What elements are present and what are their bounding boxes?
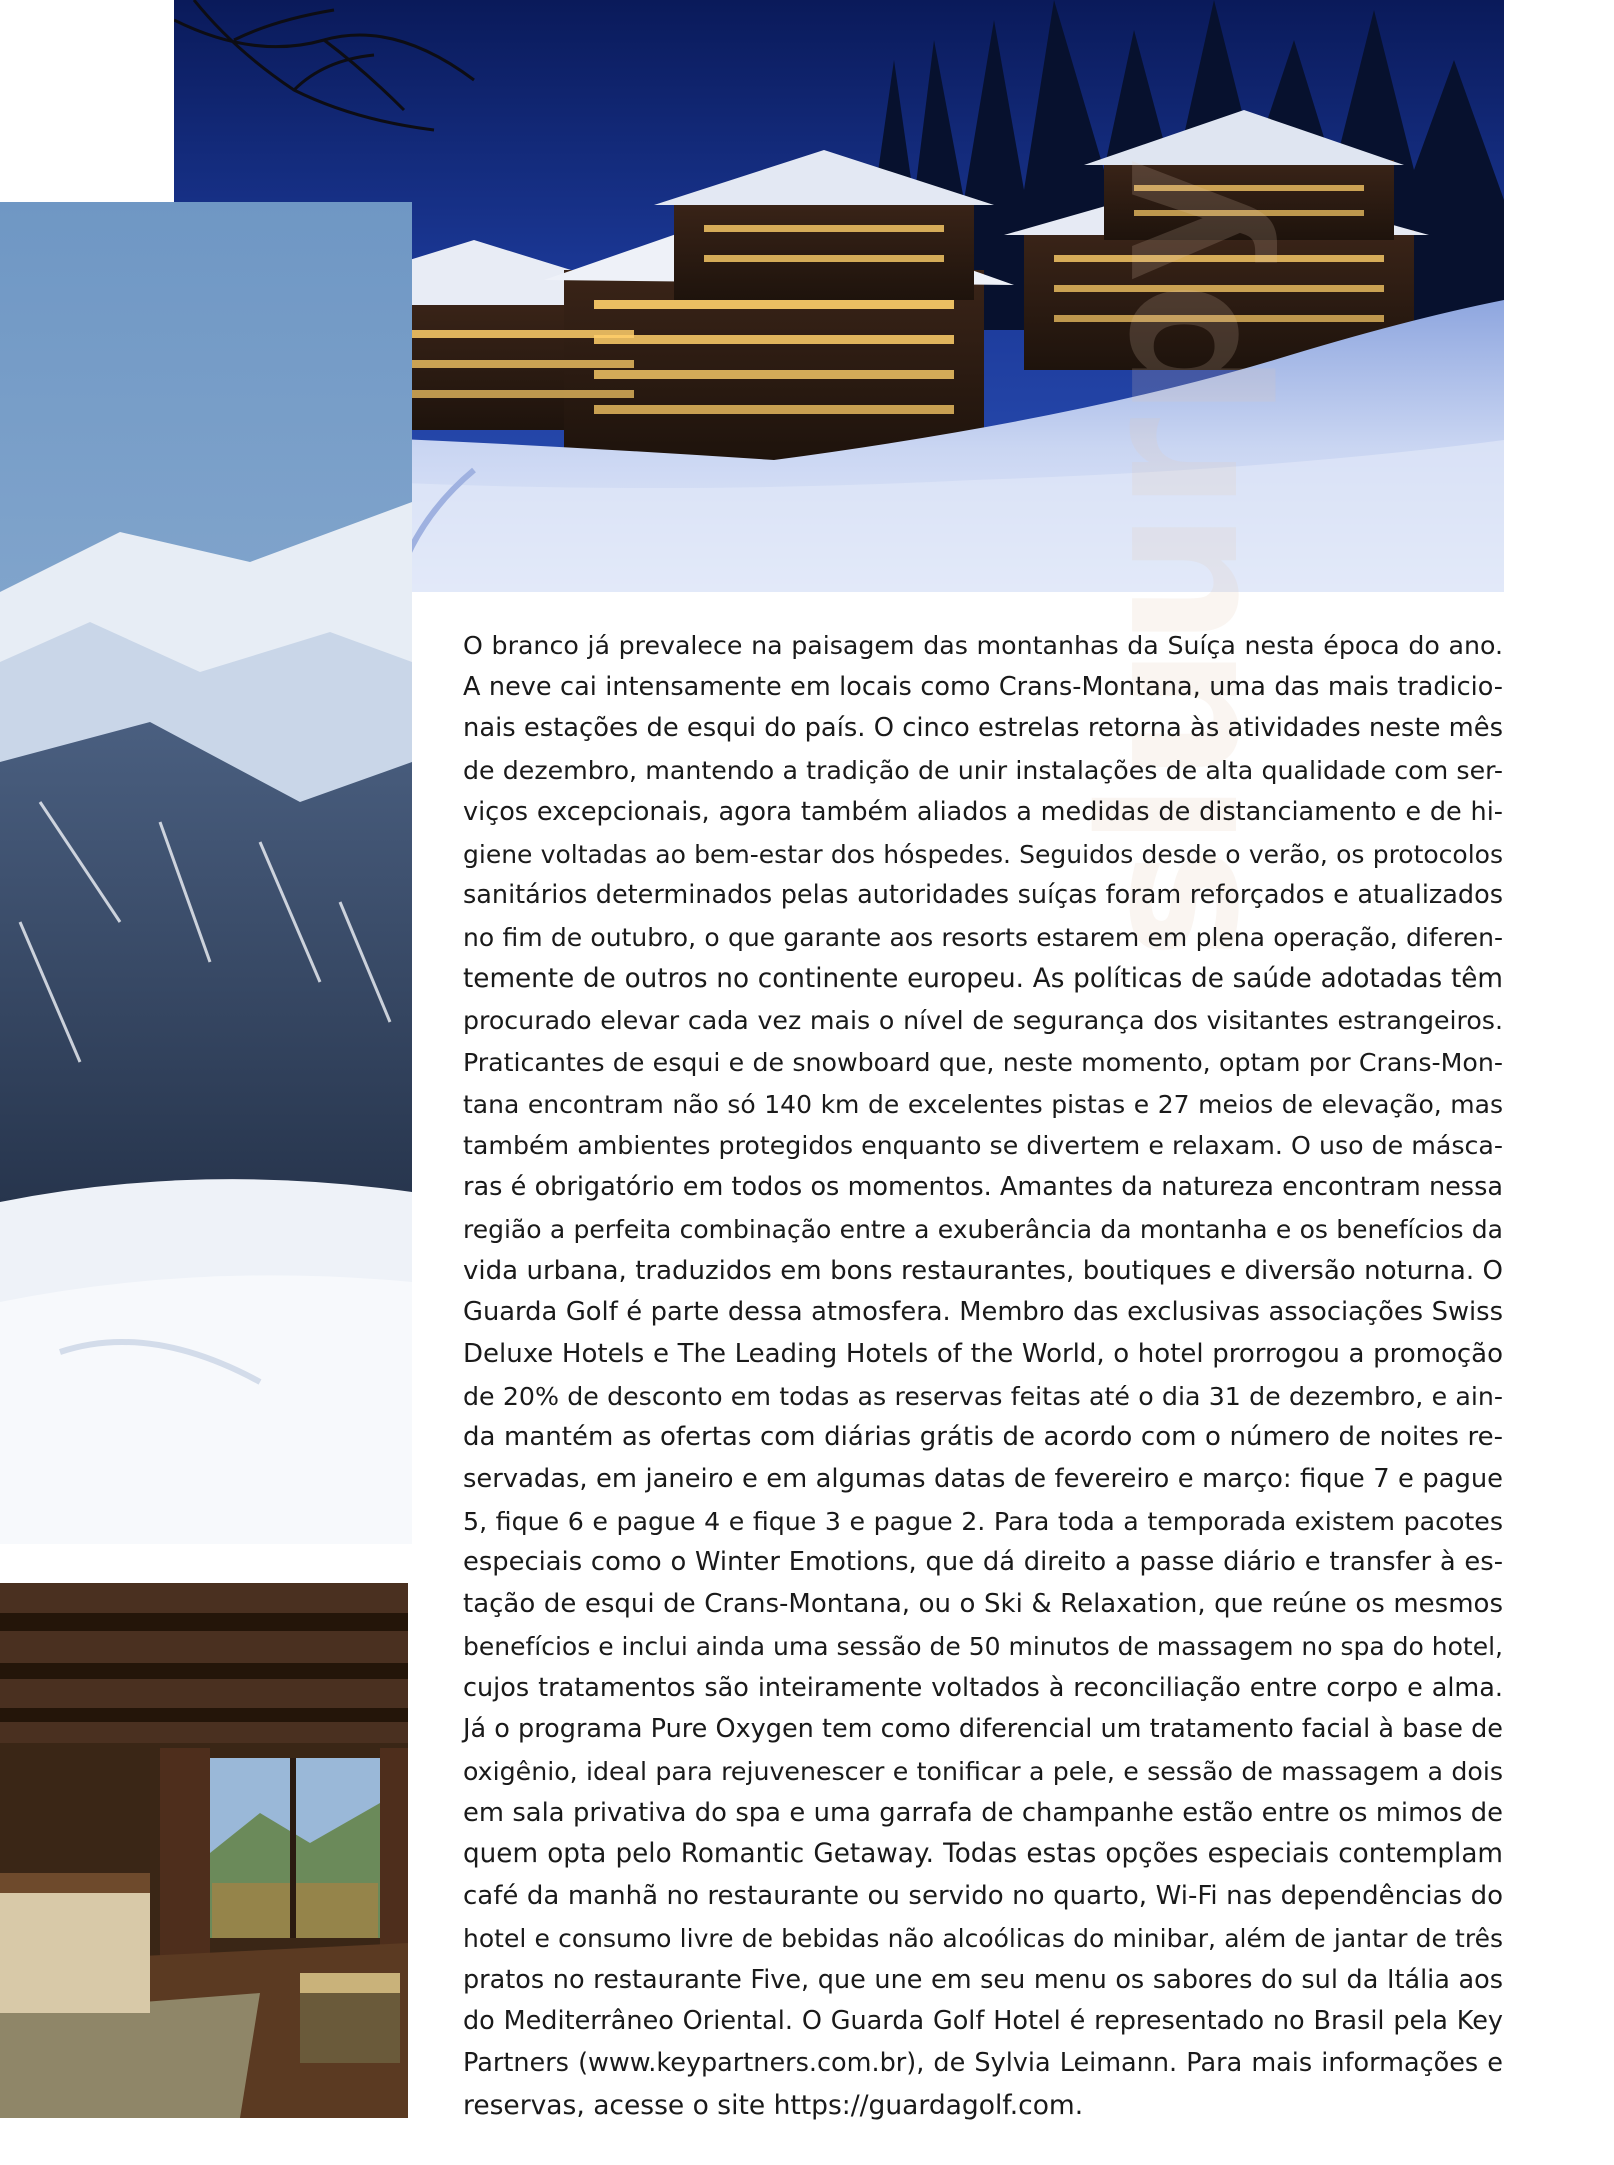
article-line: viços excepcionais, agora também aliados a medidas de distanciamento e de hi- (463, 796, 1503, 827)
article-line: café da manhã no restaurante ou servido no quarto, Wi-Fi nas dependências do (463, 1881, 1503, 1912)
article-line: em sala privativa do spa e uma garrafa de champanhe estão entre os mimos de (463, 1797, 1503, 1828)
article-line: cujos tratamentos são inteiramente voltados à reconciliação entre corpo e alma. (463, 1672, 1503, 1703)
article-line: quem opta pelo Romantic Getaway. Todas estas opções especiais contemplam (463, 1839, 1503, 1870)
article-line: tação de esqui de Crans-Montana, ou o Ski & Relaxation, que reúne os mesmos (463, 1589, 1503, 1620)
article-body (463, 625, 1503, 2126)
article-line: giene voltadas ao bem-estar dos hóspedes. Seguidos desde o verão, os protocolos (463, 839, 1503, 869)
article-line: temente de outros no continente europeu. As políticas de saúde adotadas têm (463, 963, 1503, 994)
article-line: reservas, acesse o site https://guardagolf.com. (463, 2089, 1084, 2121)
article-line: Já o programa Pure Oxygen tem como diferencial um tratamento facial à base de (463, 1714, 1503, 1745)
article-line: tana encontram não só 140 km de excelentes pistas e 27 meios de elevação, mas (463, 1089, 1503, 1119)
article-line: ras é obrigatório em todos os momentos. Amantes da natureza encontram nessa (463, 1172, 1503, 1203)
article-line: no fim de outubro, o que garante aos resorts estarem em plena operação, diferen- (463, 922, 1503, 952)
article-line: servadas, em janeiro e em algumas datas de fevereiro e março: fique 7 e pague (463, 1464, 1503, 1495)
article-line: especiais como o Winter Emotions, que dá direito a passe diário e transfer à es- (463, 1547, 1503, 1578)
article-line: nais estações de esqui do país. O cinco estrelas retorna às atividades neste mês (463, 713, 1503, 744)
article-line: da mantém as ofertas com diárias grátis de acordo com o número de noites re- (463, 1422, 1503, 1453)
article-line: pratos no restaurante Five, que une em seu menu os sabores do sul da Itália aos (463, 1964, 1503, 1995)
hotel-room-photo (0, 1583, 408, 2118)
article-line: O branco já prevalece na paisagem das montanhas da Suíça nesta época do ano. (463, 631, 1503, 660)
article-line: hotel e consumo livre de bebidas não alcoólicas do minibar, além de jantar de três (463, 1923, 1503, 1953)
article-line: procurado elevar cada vez mais o nível de segurança dos visitantes estrangeiros. (463, 1006, 1503, 1036)
article-line: Deluxe Hotels e The Leading Hotels of the World, o hotel prorrogou a promoção (463, 1338, 1503, 1369)
article-line: A neve cai intensamente em locais como Crans-Montana, uma das mais tradicio- (463, 671, 1503, 702)
article-line: também ambientes protegidos enquanto se divertem e relaxam. O uso de másca- (463, 1131, 1503, 1161)
article-line: região a perfeita combinação entre a exuberância da montanha e os benefícios da (463, 1214, 1503, 1244)
article-line: vida urbana, traduzidos em bons restaurantes, boutiques e diversão noturna. O (463, 1255, 1503, 1286)
article-line: benefícios e inclui ainda uma sessão de 50 minutos de massagem no spa do hotel, (463, 1631, 1503, 1661)
article-line: 5, fique 6 e pague 4 e fique 3 e pague 2. Para toda a temporada existem pacotes (463, 1506, 1503, 1536)
article-line: Guarda Golf é parte dessa atmosfera. Membro das exclusivas associações Swiss (463, 1297, 1503, 1328)
article-line: Praticantes de esqui e de snowboard que, neste momento, optam por Crans-Mon- (463, 1048, 1503, 1078)
article-line: de 20% de desconto em todas as reservas feitas até o dia 31 de dezembro, e ain- (463, 1381, 1503, 1411)
article-line: do Mediterrâneo Oriental. O Guarda Golf Hotel é representado no Brasil pela Key (463, 2006, 1503, 2037)
article-line: sanitários determinados pelas autoridades suíças foram reforçados e atualizados (463, 880, 1503, 911)
article-line: de dezembro, mantendo a tradição de unir instalações de alta qualidade com ser- (463, 756, 1503, 786)
article-line: Partners (www.keypartners.com.br), de Sylvia Leimann. Para mais informações e (463, 2047, 1503, 2078)
article-line: oxigênio, ideal para rejuvenescer e tonificar a pele, e sessão de massagem a dois (463, 1756, 1503, 1786)
snowy-mountain-photo (0, 202, 412, 1544)
